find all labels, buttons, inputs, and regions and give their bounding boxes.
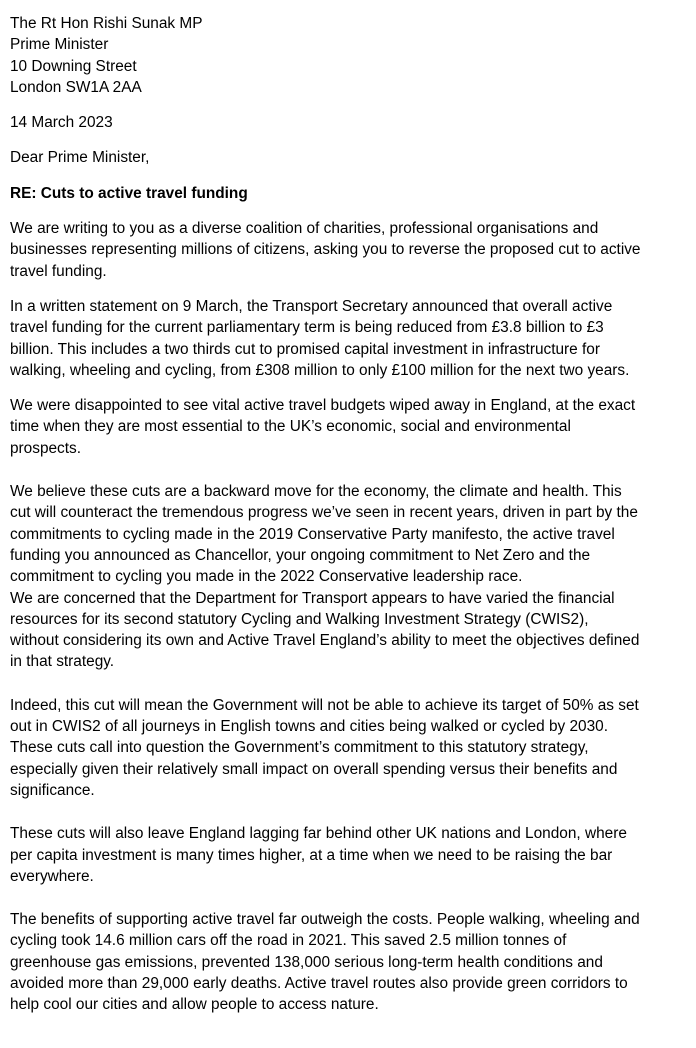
paragraph: We were disappointed to see vital active travel budgets wiped away in England, at the exact time when they are most essential to the UK’s economic, social and environmental prospects.	[10, 397, 636, 457]
recipient-address	[10, 13, 690, 98]
paragraph: We are writing to you as a diverse coalition of charities, professional organisations and businesses representing millions of citizens, asking you to reverse the proposed cut to active travel funding.	[10, 220, 641, 280]
subject-line: RE: Cuts to active travel funding	[10, 184, 248, 202]
recipient-line: London SW1A 2AA	[10, 78, 142, 96]
paragraph: Indeed, this cut will mean the Government will not be able to achieve its target of 50% as set out in CWIS2 of all journeys in English towns and cities being walked or cycled by 2030. These cuts call into question the Government’s commitment to this statutory strategy, especially given their relatively small impact on overall spending versus their benefits and significance.	[10, 696, 639, 799]
paragraph: The benefits of supporting active travel far outweigh the costs. People walking, wheeling and cycling took 14.6 million cars off the road in 2021. This saved 2.5 million tonnes of greenhouse gas emissions, prevented 138,000 serious long-term health conditions and avoided more than 29,000 early deaths. Active travel routes also provide green corridors to help cool our cities and allow people to access nature.	[10, 911, 640, 1014]
letter-date: 14 March 2023	[10, 114, 113, 132]
recipient-line: The Rt Hon Rishi Sunak MP	[10, 15, 203, 32]
letter	[10, 13, 690, 1016]
recipient-line: 10 Downing Street	[10, 57, 137, 75]
paragraph: These cuts will also leave England lagging far behind other UK nations and London, where per capita investment is many times higher, at a time when we need to be raising the bar everywhere.	[10, 825, 627, 885]
paragraph: In a written statement on 9 March, the Transport Secretary announced that overall active travel funding for the current parliamentary term is being reduced from £3.8 billion to £3 billion. This includes a two thirds cut to promised capital investment in infrastructure for walking, wheeling and cycling, from £308 million to only £100 million for the next two years.	[10, 297, 630, 379]
paragraph: We believe these cuts are a backward move for the economy, the climate and health. This cut will counteract the tremendous progress we’ve seen in recent years, driven in part by the commitments to cycling made in the 2019 Conservative Party manifesto, the active travel funding you announced as Chancellor, your ongoing commitment to Net Zero and the commitment to cycling you made in the 2022 Conservative leadership race.	[10, 483, 638, 586]
paragraph: We are concerned that the Department for Transport appears to have varied the financial resources for its second statutory Cycling and Walking Investment Strategy (CWIS2), without considering its own and Active Travel England’s ability to meet the objectives defined in that strategy.	[10, 589, 640, 671]
recipient-line: Prime Minister	[10, 36, 109, 54]
salutation: Dear Prime Minister,	[10, 149, 150, 167]
